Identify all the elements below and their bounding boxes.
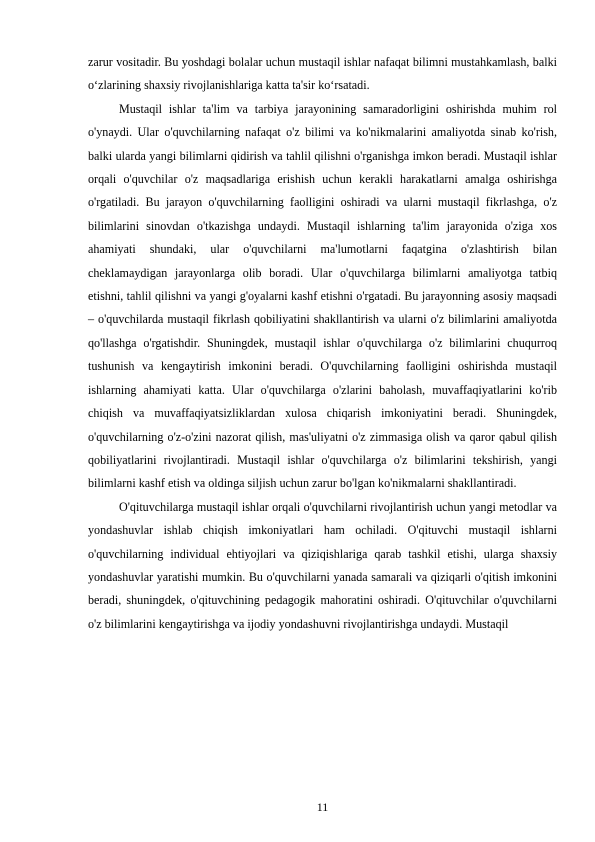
paragraph-continuation: zarur vositadir. Bu yoshdagi bolalar uchun mustaqil ishlar nafaqat bilimni mustahkamlash, balki o‘zlarining shaxsiy rivojlanishlariga katta ta'sir ko‘rsatadi. [88,55,557,93]
page-number: 11 [316,800,329,814]
body-text [88,51,557,636]
paragraph-mustaqil-ishlar: Mustaqil ishlar ta'lim va tarbiya jarayonining samaradorligini oshirishda muhim rol o'ynaydi. Ular o'quvchilarning nafaqat o'z bilimi va ko'nikmalarini amaliyotda sinab ko'rish, balki ularda yangi bilimlarni qidirish va tahlil qilishni o'rganishga imkon beradi. Mustaqil ishlar orqali o'quvchilar o'z maqsadlariga erishish uchun kerakli harakatlarni amalga oshirishga o'rgatiladi. Bu jarayon o'quvchilarning faolligini oshiradi va ularni mustaqil fikrlashga, o'z bilimlarini sinovdan o'tkazishga undaydi. Mustaqil ishlarning ta'lim jarayonida o'ziga xos ahamiyati shundaki, ular o'quvchilarni ma'lumotlarni faqatgina o'zlashtirish bilan cheklamaydigan jarayonlarga olib boradi. Ular o'quvchilarga bilimlarni amaliyotga tatbiq etishni, tahlil qilishni va yangi g'oyalarni kashf etishni o'rgatadi. Bu jarayonning asosiy maqsadi – o'quvchilarda mustaqil fikrlash qobiliyatini shakllantirish va ularni o'z bilimlarini amaliyotda qo'llashga o'rgatishdir. Shuningdek, mustaqil ishlar o'quvchilarga o'z bilimlarini chuqurroq tushunish va kengaytirish imkonini beradi. O'quvchilarning faolligini oshirishda mustaqil ishlarning ahamiyati katta. Ular o'quvchilarga o'zlarini baholash, muvaffaqiyatlarini ko'rib chiqish va muvaffaqiyatsizliklardan xulosa chiqarish imkoniyatini beradi. Shuningdek, o'quvchilarning o'z-o'zini nazorat qilish, mas'uliyatni o'z zimmasiga olish va qaror qabul qilish qobiliyatlarini rivojlantiradi. Mustaqil ishlar o'quvchilarga o'z bilimlarini tekshirish, yangi bilimlarni kashf etish va oldinga siljish uchun zarur bo'lgan ko'nikmalarni shakllantiradi. [88,101,557,491]
paragraph-oqituvchilar: O'qituvchilarga mustaqil ishlar orqali o'quvchilarni rivojlantirish uchun yangi metodlar va yondashuvlar ishlab chiqish imkoniyatlari ham ochiladi. O'qituvchi mustaqil ishlarni o'quvchilarning individual ehtiyojlari va qiziqishlariga qarab tashkil etishi, ularga shaxsiy yondashuvlar yaratishi mumkin. Bu o'quvchilarni yanada samarali va qiziqarli o'qitish imkonini beradi, shuningdek, o'qituvchining pedagogik mahoratini oshiradi. O'qituvchilar o'quvchilarni o'z bilimlarini kengaytirishga va ijodiy yondashuvni rivojlantirishga undaydi. Mustaqil [88,499,557,631]
